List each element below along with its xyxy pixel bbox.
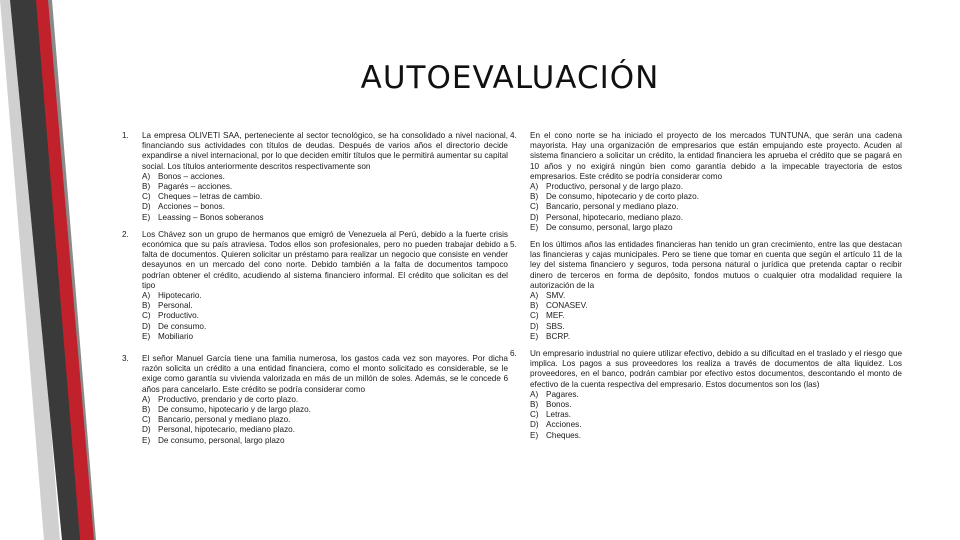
option-letter: A) — [530, 389, 539, 399]
option-text: Mobiliario — [158, 331, 194, 341]
option-letter: A) — [142, 291, 151, 301]
option-item — [530, 332, 902, 342]
option-text: Acciones. — [546, 420, 582, 430]
option-item — [530, 420, 902, 430]
option-list — [142, 395, 508, 446]
question-body — [142, 131, 508, 223]
option-text: CONASEV. — [546, 301, 588, 311]
option-letter: A) — [142, 394, 151, 404]
option-letter: D) — [142, 425, 151, 435]
right-column — [510, 131, 902, 448]
option-item — [142, 425, 508, 435]
option-letter: E) — [530, 222, 539, 232]
option-text: Leassing – Bonos soberanos — [158, 212, 264, 222]
option-item — [530, 311, 902, 321]
option-item — [142, 332, 508, 342]
option-letter: D) — [142, 321, 151, 331]
option-text: Bancario, personal y mediano plazo. — [546, 202, 679, 212]
question-stem: El señor Manuel García tiene una familia numerosa, los gastos cada vez son mayores. Por dicha razón solicita un crédito a una entidad financiera, como el monto solicitado es considerable, se le exige como garantía su vivienda valorizada en más de un millón de soles. Además, se le concede 6 años para cancelarlo. Este crédito se podría considerar como — [142, 354, 508, 394]
option-text: De consumo, personal, largo plazo — [546, 222, 673, 232]
option-letter: B) — [530, 192, 539, 202]
option-text: Personal, hipotecario, mediano plazo. — [158, 425, 295, 435]
question-2 — [122, 230, 508, 342]
option-text: Bonos – acciones. — [158, 171, 225, 181]
option-letter: D) — [530, 212, 539, 222]
option-letter: A) — [530, 182, 539, 192]
option-letter: A) — [142, 171, 151, 181]
question-1 — [122, 131, 508, 223]
question-number: 1. — [122, 131, 129, 140]
question-3 — [122, 354, 508, 446]
option-item — [530, 192, 902, 202]
question-number: 5. — [510, 240, 517, 250]
option-text: De consumo, hipotecario y de largo plazo. — [158, 405, 311, 415]
option-text: Productivo, prendario y de corto plazo. — [158, 394, 299, 404]
option-letter: E) — [530, 430, 539, 440]
question-stem: Un empresario industrial no quiere utilizar efectivo, debido a su dificultad en el traslado y el riesgo que implica. Los pagos a sus proveedores los realiza a través de documentos de alta liquidez. Los proveedores, en el banco, podrán cambiar por efectivo estos documentos, descontando el monto de efectivo de la cuenta respectiva del empresario. Estos documentos son los (las) — [530, 349, 902, 389]
option-text: De consumo. — [158, 321, 207, 331]
option-text: Acciones – bonos. — [158, 202, 225, 212]
option-letter: B) — [142, 301, 151, 311]
option-item — [142, 415, 508, 425]
question-number: 4. — [510, 131, 517, 140]
option-letter: C) — [142, 415, 151, 425]
question-body — [530, 349, 902, 441]
option-letter: B) — [530, 400, 539, 410]
option-item — [142, 202, 508, 212]
option-text: Cheques – letras de cambio. — [158, 192, 263, 202]
option-text: MEF. — [546, 311, 565, 321]
stripes-graphic — [0, 0, 120, 540]
question-body — [530, 131, 902, 233]
option-item — [530, 400, 902, 410]
option-letter: B) — [530, 301, 539, 311]
option-letter: D) — [530, 321, 539, 331]
option-text: De consumo, hipotecario y de corto plazo. — [546, 192, 699, 202]
decorative-stripes — [0, 0, 120, 540]
option-list — [530, 291, 902, 342]
option-item — [142, 311, 508, 321]
question-6 — [510, 349, 902, 441]
option-item — [530, 410, 902, 420]
option-letter: C) — [530, 410, 539, 420]
option-letter: D) — [142, 202, 151, 212]
option-letter: E) — [530, 331, 539, 341]
question-number: 3. — [122, 354, 129, 364]
option-item — [530, 322, 902, 332]
option-letter: B) — [142, 405, 151, 415]
left-column — [122, 131, 508, 453]
option-item — [530, 291, 902, 301]
option-item — [142, 291, 508, 301]
option-item — [142, 192, 508, 202]
question-number: 6. — [510, 349, 517, 359]
option-item — [142, 436, 508, 446]
option-text: SBS. — [546, 321, 565, 331]
option-item — [142, 172, 508, 182]
option-text: Bancario, personal y mediano plazo. — [158, 415, 291, 425]
option-letter: E) — [142, 212, 151, 222]
option-letter: B) — [142, 182, 151, 192]
option-text: Bonos. — [546, 400, 572, 410]
question-body — [142, 230, 508, 342]
question-stem: En los últimos años las entidades financieras han tenido un gran crecimiento, entre las que destacan las financieras y cajas municipales. Pero se tiene que tomar en cuenta que según el artículo 11 de la ley del sistema financiero y seguros, toda persona natural o jurídica que pretenda captar o recibir dinero de terceros en forma de depósito, fondos mutuos o cualquier otra modalidad requiere la autorización de la — [530, 240, 902, 290]
question-number: 2. — [122, 229, 129, 239]
option-letter: C) — [530, 202, 539, 212]
option-text: Letras. — [546, 410, 572, 420]
option-text: De consumo, personal, largo plazo — [158, 435, 285, 445]
option-item — [142, 213, 508, 223]
option-item — [142, 395, 508, 405]
option-text: Pagares. — [546, 389, 579, 399]
page-title: AUTOEVALUACIÓN — [360, 60, 660, 96]
question-stem: Los Chávez son un grupo de hermanos que emigró de Venezuela al Perú, debido a la fuerte crisis económica que su país atraviesa. Todos ellos son profesionales, pero no pueden trabajar debido a falta de documentos. Quieren solicitar un préstamo para realizar un negocio que consiste en vender desayunos en un mercado del cono norte. Debido también a la falta de documentos tampoco podrían obtener el crédito, acudiendo al sistema financiero informal. El crédito que solicitan es del tipo — [142, 229, 508, 290]
question-stem: En el cono norte se ha iniciado el proyecto de los mercados TUNTUNA, que serán una cadena mayorista. Hay una organización de empresarios que están empujando este proyecto. Acuden al sistema financiero a solicitar un crédito, la entidad financiera les aprueba el crédito que se pagará en 10 años y no exigirá ningún bien como garantía debido a la impecable trayectoria de estos empresarios. Este crédito se podría considerar como — [530, 131, 902, 181]
option-text: Cheques. — [546, 430, 582, 440]
option-text: Hipotecario. — [158, 291, 202, 301]
option-text: Pagarés – acciones. — [158, 182, 233, 192]
option-text: SMV. — [546, 291, 566, 301]
option-item — [142, 322, 508, 332]
option-text: BCRP. — [546, 331, 570, 341]
option-item — [530, 202, 902, 212]
option-list — [530, 390, 902, 441]
option-item — [142, 182, 508, 192]
option-item — [530, 431, 902, 441]
option-item — [530, 213, 902, 223]
option-letter: E) — [142, 435, 151, 445]
question-body — [142, 354, 508, 446]
question-5 — [510, 240, 902, 342]
option-item — [530, 390, 902, 400]
option-item — [530, 301, 902, 311]
option-letter: C) — [142, 311, 151, 321]
option-list — [530, 182, 902, 233]
option-item — [530, 223, 902, 233]
option-item — [142, 405, 508, 415]
option-list — [142, 291, 508, 342]
option-list — [142, 172, 508, 223]
option-letter: D) — [530, 420, 539, 430]
option-letter: C) — [530, 311, 539, 321]
option-text: Productivo, personal y de largo plazo. — [546, 182, 683, 192]
option-text: Personal. — [158, 301, 193, 311]
option-text: Productivo. — [158, 311, 199, 321]
option-letter: C) — [142, 192, 151, 202]
question-4 — [510, 131, 902, 233]
question-stem: La empresa OLIVETI SAA, perteneciente al sector tecnológico, se ha consolidado a nivel nacional, financiando sus actividades con títulos de deudas. Después de varios años el directorio decide expandirse a nivel internacional, por lo que deciden emitir títulos que le permitirá aumentar su capital social. Los títulos anteriormente descritos respectivamente son — [142, 131, 508, 171]
option-letter: E) — [142, 331, 151, 341]
question-body — [530, 240, 902, 342]
option-item — [530, 182, 902, 192]
option-text: Personal, hipotecario, mediano plazo. — [546, 212, 683, 222]
option-letter: A) — [530, 291, 539, 301]
option-item — [142, 301, 508, 311]
